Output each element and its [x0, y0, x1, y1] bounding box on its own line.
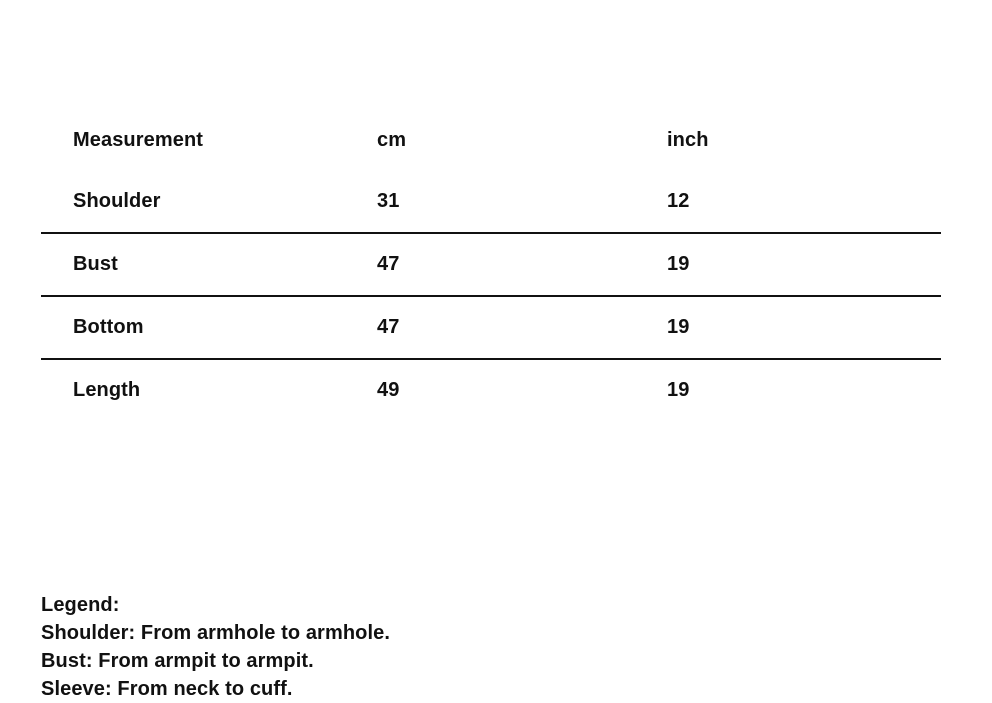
inch-value: 19 — [667, 316, 690, 338]
table-row — [41, 171, 941, 233]
table-row — [41, 296, 941, 359]
measurement-name: Length — [73, 379, 141, 401]
legend-line: Sleeve: From neck to cuff. — [41, 678, 293, 700]
inch-value: 12 — [667, 190, 690, 212]
inch-value: 19 — [667, 253, 690, 275]
header-measurement: Measurement — [73, 129, 204, 151]
legend-line: Shoulder: From armhole to armhole. — [41, 622, 390, 644]
cm-value: 49 — [377, 379, 400, 401]
table-row — [41, 359, 941, 421]
measurement-name: Shoulder — [73, 190, 161, 212]
measurement-name: Bottom — [73, 316, 144, 338]
legend — [41, 591, 390, 703]
inch-value: 19 — [667, 379, 690, 401]
legend-line: Bust: From armpit to armpit. — [41, 650, 314, 672]
table-header-row — [41, 110, 941, 171]
cm-value: 31 — [377, 190, 400, 212]
legend-title: Legend: — [41, 594, 120, 616]
header-cm: cm — [377, 129, 407, 151]
cm-value: 47 — [377, 316, 400, 338]
measurement-name: Bust — [73, 253, 118, 275]
cm-value: 47 — [377, 253, 400, 275]
table-row — [41, 233, 941, 296]
header-inch: inch — [667, 129, 709, 151]
size-chart-table — [41, 110, 941, 421]
